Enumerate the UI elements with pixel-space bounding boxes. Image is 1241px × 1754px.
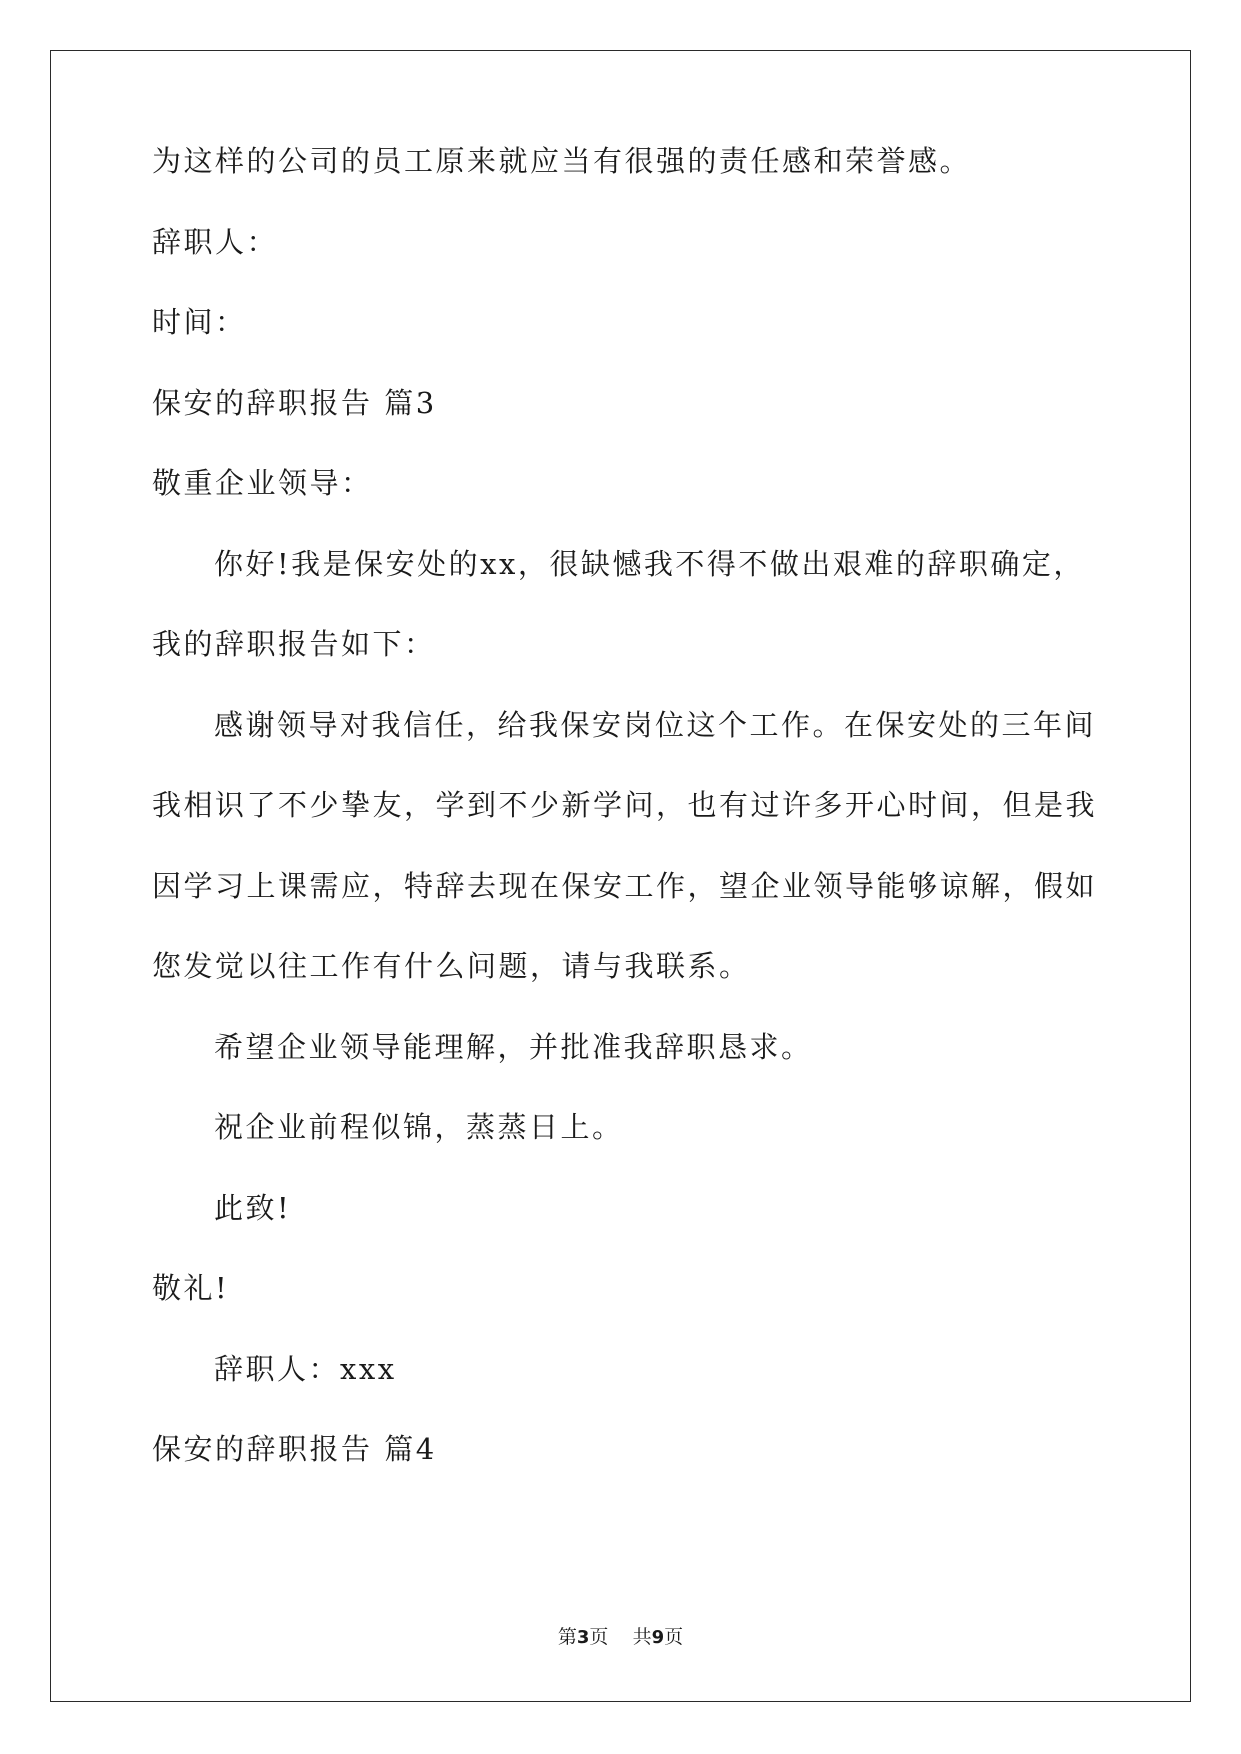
salutation: 敬重企业领导：: [152, 466, 373, 500]
paragraph-line: 祝企业前程似锦，蒸蒸日上。: [214, 1110, 624, 1144]
section-heading-4: 保安的辞职报告 篇4: [152, 1432, 437, 1466]
paragraph-line: 您发觉以往工作有什么问题，请与我联系。: [152, 949, 751, 983]
paragraph-line: 为这样的公司的员工原来就应当有很强的责任感和荣誉感。: [152, 144, 972, 178]
signature-label: 辞职人：: [152, 224, 279, 259]
closing-line: 敬礼!: [152, 1271, 230, 1305]
paragraph-line: 你好!我是保安处的xx，很缺憾我不得不做出艰难的辞职确定，: [214, 546, 1085, 581]
footer-prefix: 第: [557, 1626, 577, 1648]
closing-line: 此致!: [214, 1190, 292, 1225]
footer-page-word: 页: [589, 1626, 609, 1648]
signature-line: 辞职人：xxx: [214, 1351, 397, 1386]
footer-total-prefix: 共: [632, 1626, 652, 1648]
total-pages-number: 9: [651, 1627, 665, 1648]
footer-total-suffix: 页: [664, 1626, 684, 1648]
paragraph-line: 我的辞职报告如下：: [152, 627, 436, 661]
document-body: [152, 144, 1098, 1490]
section-heading-3: 保安的辞职报告 篇3: [152, 385, 437, 420]
paragraph-line: 希望企业领导能理解，并批准我辞职恳求。: [214, 1029, 813, 1064]
paragraph-line: 因学习上课需应，特辞去现在保安工作，望企业领导能够谅解，假如: [152, 868, 1098, 903]
page-footer: [0, 1622, 1241, 1649]
paragraph-line: 感谢领导对我信任，给我保安岗位这个工作。在保安处的三年间: [214, 707, 1097, 742]
paragraph-line: 我相识了不少挚友，学到不少新学问，也有过许多开心时间，但是我: [152, 788, 1098, 822]
date-label: 时间：: [152, 305, 247, 339]
current-page-number: 3: [576, 1627, 590, 1648]
